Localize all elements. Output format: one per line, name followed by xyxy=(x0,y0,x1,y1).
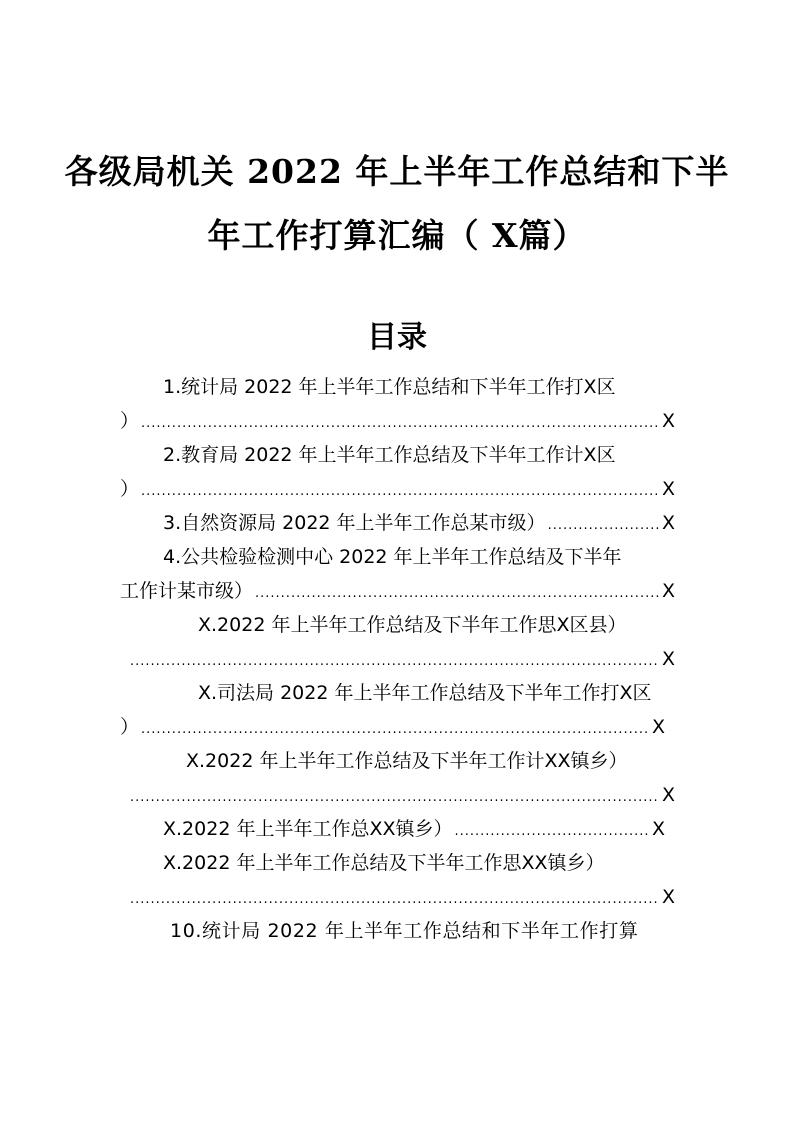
toc-entry-4-leader[interactable] xyxy=(120,578,675,604)
dot-leader xyxy=(141,717,650,743)
toc-entry-2-tail: ） xyxy=(120,478,140,500)
dot-leader xyxy=(130,785,660,811)
toc-entry-3-text: 3.自然资源局 2022 年上半年工作总某市级） xyxy=(163,512,546,534)
toc-entry-1-tail: ） xyxy=(120,410,140,432)
toc-entry-6-page: X xyxy=(651,716,665,738)
toc-entry-7-leader[interactable] xyxy=(128,782,675,808)
toc-entry-2-text[interactable]: 2.教育局 2022 年上半年工作总结及下半年工作计X区 xyxy=(163,444,616,466)
document-title-line-1: 各级局机关 2022 年上半年工作总结和下半 xyxy=(64,152,730,191)
toc-entry-1-leader[interactable] xyxy=(120,408,675,434)
toc-entry-8-page: X xyxy=(651,818,665,840)
toc-entry-7-text[interactable]: X.2022 年上半年工作总结及下半年工作计XX镇乡） xyxy=(186,750,628,772)
toc-entry-3-page: X xyxy=(661,512,675,534)
toc-entry-6-tail: ） xyxy=(120,716,140,738)
toc-entry-10-text[interactable]: 10.统计局 2022 年上半年工作总结和下半年工作打算 xyxy=(170,920,639,942)
toc-heading: 目录 xyxy=(367,320,427,355)
toc-entry-5-page: X xyxy=(661,648,675,670)
dot-leader xyxy=(130,887,660,913)
toc-entry-6-text[interactable]: X.司法局 2022 年上半年工作总结及下半年工作打X区 xyxy=(198,682,652,704)
toc-entry-7-page: X xyxy=(661,784,675,806)
toc-entry-4-tail: 工作计某市级） xyxy=(120,580,254,602)
dot-leader xyxy=(130,649,660,675)
toc-entry-4-text[interactable]: 4.公共检验检测中心 2022 年上半年工作总结及下半年 xyxy=(163,546,622,568)
toc-entry-3[interactable] xyxy=(163,510,675,536)
toc-entry-9-page: X xyxy=(661,886,675,908)
dot-leader xyxy=(548,513,660,539)
toc-entry-4-page: X xyxy=(661,580,675,602)
toc-entry-9-leader[interactable] xyxy=(128,884,675,910)
toc-entry-8-text: X.2022 年上半年工作总XX镇乡） xyxy=(163,818,453,840)
toc-entry-1-page: X xyxy=(661,410,675,432)
dot-leader xyxy=(141,411,660,437)
toc-entry-2-page: X xyxy=(661,478,675,500)
toc-entry-8[interactable] xyxy=(163,816,665,842)
toc-entry-1-text[interactable]: 1.统计局 2022 年上半年工作总结和下半年工作打X区 xyxy=(163,376,616,398)
document-title-line-2: 年工作打算汇编（ X篇） xyxy=(207,216,587,255)
toc-entry-5-text[interactable]: X.2022 年上半年工作总结及下半年工作思X区县） xyxy=(198,614,627,636)
toc-entry-2-leader[interactable] xyxy=(120,476,675,502)
dot-leader xyxy=(141,479,660,505)
toc-entry-5-leader[interactable] xyxy=(128,646,675,672)
dot-leader xyxy=(255,581,660,607)
toc-entry-9-text[interactable]: X.2022 年上半年工作总结及下半年工作思XX镇乡） xyxy=(163,852,605,874)
dot-leader xyxy=(454,819,649,845)
toc-entry-6-leader[interactable] xyxy=(120,714,665,740)
